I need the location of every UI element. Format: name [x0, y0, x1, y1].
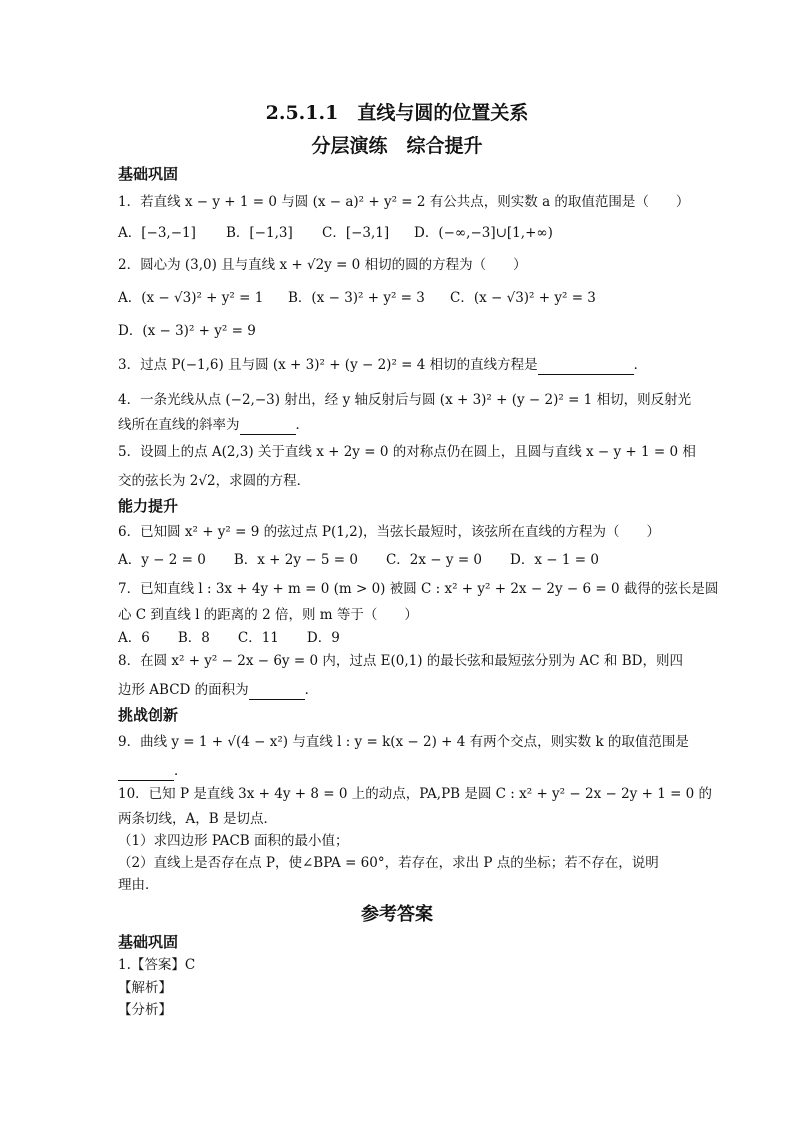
q1-option-a: A．[−3,−1] — [118, 225, 196, 241]
answer-blank — [538, 356, 634, 375]
question-5-line2: 交的弦长为 2√2，求圆的方程． — [118, 473, 311, 489]
document-subtitle: 分层演练 综合提升 — [311, 135, 483, 157]
question-7-line1: 7．已知直线 l : 3x + 4y + m = 0 (m > 0) 被圆 C : x² + y² + 2x − 2y − 6 = 0 截得的弦长是圆 — [118, 581, 719, 597]
question-1-stem: 1．若直线 x − y + 1 = 0 与圆 (x − a)² + y² = 2 有公共点，则实数 a 的取值范围是（ ） — [118, 194, 690, 210]
q2-option-a: A．(x − √3)² + y² = 1 — [118, 290, 264, 306]
q6-option-c: C．2x − y = 0 — [385, 552, 483, 568]
q7-option-d: D．9 — [306, 630, 340, 646]
question-8-end: ． — [304, 682, 319, 698]
question-3 — [118, 356, 647, 375]
question-7-line2: 心 C 到直线 l 的距离的 2 倍，则 m 等于（ ） — [118, 607, 418, 623]
answer-blank — [249, 681, 305, 700]
question-9-line2 — [118, 762, 188, 781]
question-5-line1: 5．设圆上的点 A(2,3) 关于直线 x + 2y = 0 的对称点仍在圆上，且圆与直线 x − y + 1 = 0 相 — [118, 444, 696, 460]
question-4-line2 — [118, 416, 309, 435]
analysis-label: 【解析】 — [118, 980, 172, 996]
q7-option-c: C．11 — [237, 630, 279, 646]
question-8-text: 边形 ABCD 的面积为 — [118, 682, 249, 698]
fenxi-label: 【分析】 — [118, 1002, 172, 1018]
question-8-line2 — [118, 681, 318, 700]
answers-basic-heading: 基础巩固 — [118, 933, 179, 951]
question-8-line1: 8．在圆 x² + y² − 2x − 6y = 0 内，过点 E(0,1) 的最长弦和最短弦分别为 AC 和 BD，则四 — [118, 653, 683, 669]
q2-option-c: C．(x − √3)² + y² = 3 — [450, 290, 596, 306]
question-3-stem: 3．过点 P(−1,6) 且与圆 (x + 3)² + (y − 2)² = 4 相切的直线方程是 — [118, 357, 538, 373]
question-6-options — [118, 551, 627, 569]
q2-option-d: D．(x − 3)² + y² = 9 — [118, 323, 256, 339]
q7-option-a: A．6 — [118, 630, 150, 646]
question-10-line2: 两条切线，A，B 是切点． — [118, 811, 277, 827]
section-basic-heading: 基础巩固 — [118, 165, 179, 183]
q6-option-b: B．x + 2y − 5 = 0 — [233, 552, 358, 568]
question-9-end: ． — [174, 763, 188, 779]
question-4-text: 线所在直线的斜率为 — [118, 417, 240, 433]
answer-1: 1.【答案】C — [118, 957, 196, 973]
question-2-options — [118, 289, 596, 307]
question-4-end: ． — [295, 417, 309, 433]
q1-option-b: B．[−1,3] — [226, 225, 293, 241]
question-2-stem: 2．圆心为 (3,0) 且与直线 x + √2y = 0 相切的圆的方程为（ ） — [118, 257, 527, 273]
q7-option-b: B．8 — [177, 630, 210, 646]
question-10-line3: （1）求四边形 PACB 面积的最小值； — [118, 833, 349, 849]
q6-option-a: A．y − 2 = 0 — [118, 552, 206, 568]
q6-option-d: D．x − 1 = 0 — [510, 552, 599, 568]
q1-option-d: D．(−∞,−3]∪[1,+∞) — [414, 225, 553, 241]
answers-heading: 参考答案 — [361, 904, 433, 925]
q2-option-b: B．(x − 3)² + y² = 3 — [288, 290, 425, 306]
question-4-line1: 4．一条光线从点 (−2,−3) 射出，经 y 轴反射后与圆 (x + 3)² + (y − 2)² = 1 相切，则反射光 — [118, 392, 692, 408]
section-ability-heading: 能力提升 — [118, 497, 179, 515]
q1-option-c: C．[−3,1] — [322, 225, 390, 241]
question-10-line5: 理由． — [118, 877, 159, 893]
question-7-options — [118, 629, 368, 647]
answer-blank — [118, 762, 174, 781]
question-1-options — [118, 224, 553, 242]
question-6-stem: 6．已知圆 x² + y² = 9 的弦过点 P(1,2)，当弦长最短时，该弦所在直线的方程为（ ） — [118, 524, 660, 540]
document-title: 2.5.1.1 直线与圆的位置关系 — [265, 102, 529, 124]
question-3-end: ． — [633, 357, 648, 373]
section-challenge-heading: 挑战创新 — [118, 706, 179, 724]
question-9-line1: 9．曲线 y = 1 + √(4 − x²) 与直线 l : y = k(x − 2) + 4 有两个交点，则实数 k 的取值范围是 — [118, 734, 689, 750]
answer-blank — [240, 416, 296, 435]
question-10-line1: 10．已知 P 是直线 3x + 4y + 8 = 0 上的动点，PA,PB 是圆 C : x² + y² − 2x − 2y + 1 = 0 的 — [118, 786, 713, 802]
question-10-line4: （2）直线上是否存在点 P，使∠BPA = 60°，若存在，求出 P 点的坐标；若不存在，说明 — [118, 855, 659, 871]
